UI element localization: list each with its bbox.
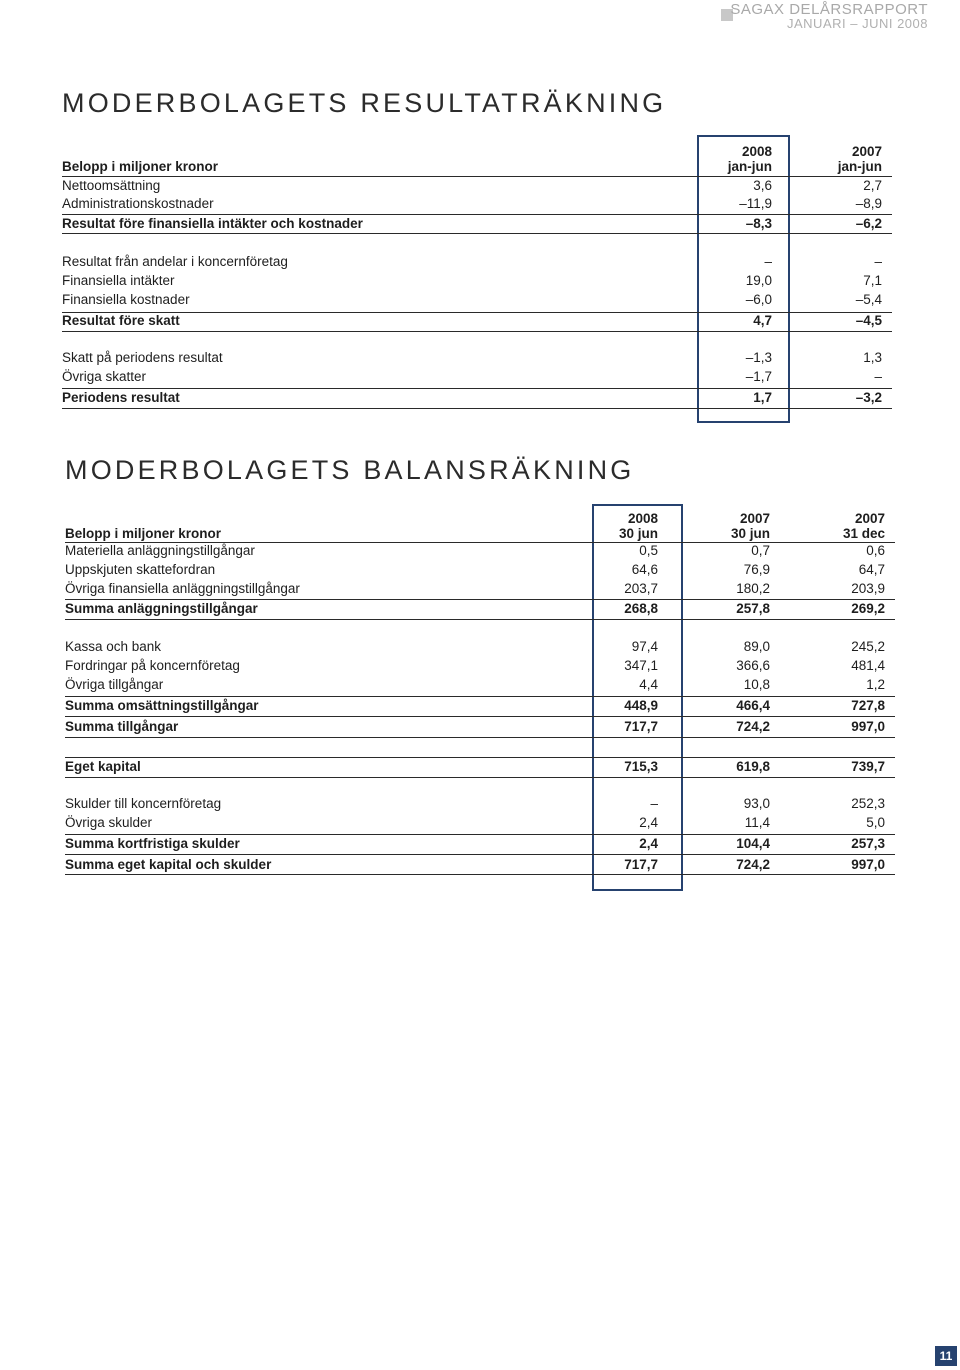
income-col-year: 2008: [741, 144, 772, 159]
table-row: [62, 273, 882, 291]
divider: [62, 233, 892, 234]
row-value: 64,7: [858, 562, 885, 577]
row-value: 0,5: [639, 543, 658, 558]
divider: [65, 834, 895, 835]
row-value: 1,3: [863, 350, 882, 365]
balance-col-year: 2007: [739, 511, 770, 526]
divider: [62, 331, 892, 332]
balance-sheet-title: MODERBOLAGETS BALANSRÄKNING: [65, 455, 635, 485]
row-value: 11,4: [744, 815, 770, 830]
row-value: 727,8: [851, 698, 885, 713]
row-label: Periodens resultat: [62, 390, 180, 405]
divider: [65, 874, 895, 875]
table-row: [65, 719, 885, 737]
row-value: 347,1: [624, 658, 658, 673]
row-value: 715,3: [624, 759, 658, 774]
row-label: Summa tillgångar: [65, 719, 179, 734]
row-value: 466,4: [736, 698, 770, 713]
row-label: Övriga tillgångar: [65, 677, 164, 692]
row-value: –: [874, 254, 882, 269]
balance-col-period: 31 dec: [842, 526, 885, 541]
row-label: Övriga skatter: [62, 369, 147, 384]
income-statement-title: MODERBOLAGETS RESULTATRÄKNING: [62, 88, 667, 118]
divider: [62, 312, 892, 313]
balance-header-label: Belopp i miljoner kronor: [65, 526, 222, 541]
balance-table-header: [65, 511, 885, 543]
row-value: 268,8: [624, 601, 658, 616]
divider: [62, 176, 892, 177]
row-value: 2,7: [863, 178, 882, 193]
row-value: 481,4: [851, 658, 885, 673]
row-value: 619,8: [736, 759, 770, 774]
divider: [62, 388, 892, 389]
table-row: [65, 562, 885, 580]
row-value: 997,0: [851, 719, 885, 734]
table-row: [65, 639, 885, 657]
row-value: 203,7: [624, 581, 658, 596]
row-value: 0,6: [866, 543, 885, 558]
row-value: 64,6: [631, 562, 658, 577]
divider: [65, 854, 895, 855]
row-value: 7,1: [863, 273, 882, 288]
row-value: 10,8: [743, 677, 770, 692]
table-row: [65, 698, 885, 716]
row-value: 104,4: [736, 836, 770, 851]
row-value: 448,9: [624, 698, 658, 713]
row-label: Resultat före finansiella intäkter och kostnader: [62, 216, 363, 231]
row-label: Finansiella intäkter: [62, 273, 175, 288]
row-label: Fordringar på koncernföretag: [65, 658, 240, 673]
row-value: 997,0: [851, 857, 885, 872]
divider: [65, 737, 895, 738]
row-label: Övriga finansiella anläggningstillgångar: [65, 581, 300, 596]
row-label: Summa kortfristiga skulder: [65, 836, 240, 851]
balance-col-period: 30 jun: [618, 526, 658, 541]
row-value: 2,4: [639, 815, 658, 830]
row-value: 739,7: [851, 759, 885, 774]
row-value: 89,0: [743, 639, 770, 654]
row-label: Materiella anläggningstillgångar: [65, 543, 255, 558]
row-label: Nettoomsättning: [62, 178, 161, 193]
row-label: Eget kapital: [65, 759, 141, 774]
row-value: –1,7: [745, 369, 772, 384]
row-value: 717,7: [624, 857, 658, 872]
row-label: Administrationskostnader: [62, 196, 214, 211]
table-row: [65, 759, 885, 777]
table-row: [62, 390, 882, 408]
row-value: –6,2: [855, 216, 882, 231]
income-col-year: 2007: [851, 144, 882, 159]
income-col-period: jan-jun: [727, 159, 772, 174]
row-value: 4,4: [639, 677, 658, 692]
row-value: 2,4: [639, 836, 658, 851]
row-value: –1,3: [745, 350, 772, 365]
row-value: –: [650, 796, 658, 811]
income-table-header: [62, 144, 882, 176]
row-value: 180,2: [736, 581, 770, 596]
row-label: Finansiella kostnader: [62, 292, 190, 307]
row-value: –: [764, 254, 772, 269]
balance-col-year: 2008: [627, 511, 658, 526]
row-label: Summa omsättningstillgångar: [65, 698, 259, 713]
row-value: 257,3: [851, 836, 885, 851]
row-value: 0,7: [751, 543, 770, 558]
row-value: 245,2: [851, 639, 885, 654]
row-value: –5,4: [855, 292, 882, 307]
divider: [65, 757, 895, 758]
row-value: 724,2: [736, 719, 770, 734]
row-value: 76,9: [743, 562, 770, 577]
row-label: Skulder till koncernföretag: [65, 796, 222, 811]
report-period: JANUARI – JUNI 2008: [787, 16, 928, 31]
table-row: [65, 815, 885, 833]
table-row: [62, 313, 882, 331]
row-label: Resultat före skatt: [62, 313, 180, 328]
row-value: –8,3: [745, 216, 772, 231]
balance-col-year: 2007: [854, 511, 885, 526]
row-value: –6,0: [745, 292, 772, 307]
row-value: 724,2: [736, 857, 770, 872]
row-value: 97,4: [631, 639, 658, 654]
table-row: [65, 543, 885, 561]
row-label: Summa anläggningstillgångar: [65, 601, 258, 616]
row-value: 366,6: [736, 658, 770, 673]
row-value: 1,7: [753, 390, 772, 405]
row-value: 203,9: [851, 581, 885, 596]
row-value: –8,9: [855, 196, 882, 211]
row-value: 252,3: [851, 796, 885, 811]
divider: [65, 599, 895, 600]
income-col-period: jan-jun: [837, 159, 882, 174]
table-row: [65, 601, 885, 619]
row-value: 269,2: [851, 601, 885, 616]
row-label: Resultat från andelar i koncernföretag: [62, 254, 288, 269]
divider: [62, 214, 892, 215]
row-value: 257,8: [736, 601, 770, 616]
table-row: [65, 796, 885, 814]
row-value: 3,6: [753, 178, 772, 193]
table-row: [62, 196, 882, 214]
table-row: [62, 216, 882, 234]
row-label: Skatt på periodens resultat: [62, 350, 223, 365]
table-row: [62, 369, 882, 387]
divider: [62, 408, 892, 409]
row-value: –: [874, 369, 882, 384]
row-value: 717,7: [624, 719, 658, 734]
row-value: 93,0: [743, 796, 770, 811]
table-row: [62, 350, 882, 368]
table-row: [65, 836, 885, 854]
row-value: 1,2: [866, 677, 885, 692]
balance-col-period: 30 jun: [730, 526, 770, 541]
row-value: 5,0: [866, 815, 885, 830]
table-row: [65, 857, 885, 875]
report-title: SAGAX DELÅRSRAPPORT: [730, 1, 928, 18]
table-row: [65, 677, 885, 695]
row-label: Uppskjuten skattefordran: [65, 562, 216, 577]
income-header-label: Belopp i miljoner kronor: [62, 159, 219, 174]
table-row: [62, 292, 882, 310]
row-value: –3,2: [855, 390, 882, 405]
row-value: –4,5: [855, 313, 882, 328]
row-value: –11,9: [739, 196, 772, 211]
divider: [65, 716, 895, 717]
row-value: 4,7: [753, 313, 772, 328]
divider: [65, 619, 895, 620]
table-row: [65, 581, 885, 599]
row-label: Övriga skulder: [65, 815, 153, 830]
table-row: [62, 178, 882, 196]
table-row: [65, 658, 885, 676]
table-row: [62, 254, 882, 272]
row-label: Summa eget kapital och skulder: [65, 857, 272, 872]
page-number: 11: [935, 1346, 957, 1366]
row-value: 19,0: [745, 273, 772, 288]
divider: [65, 696, 895, 697]
row-label: Kassa och bank: [65, 639, 162, 654]
divider: [65, 777, 895, 778]
